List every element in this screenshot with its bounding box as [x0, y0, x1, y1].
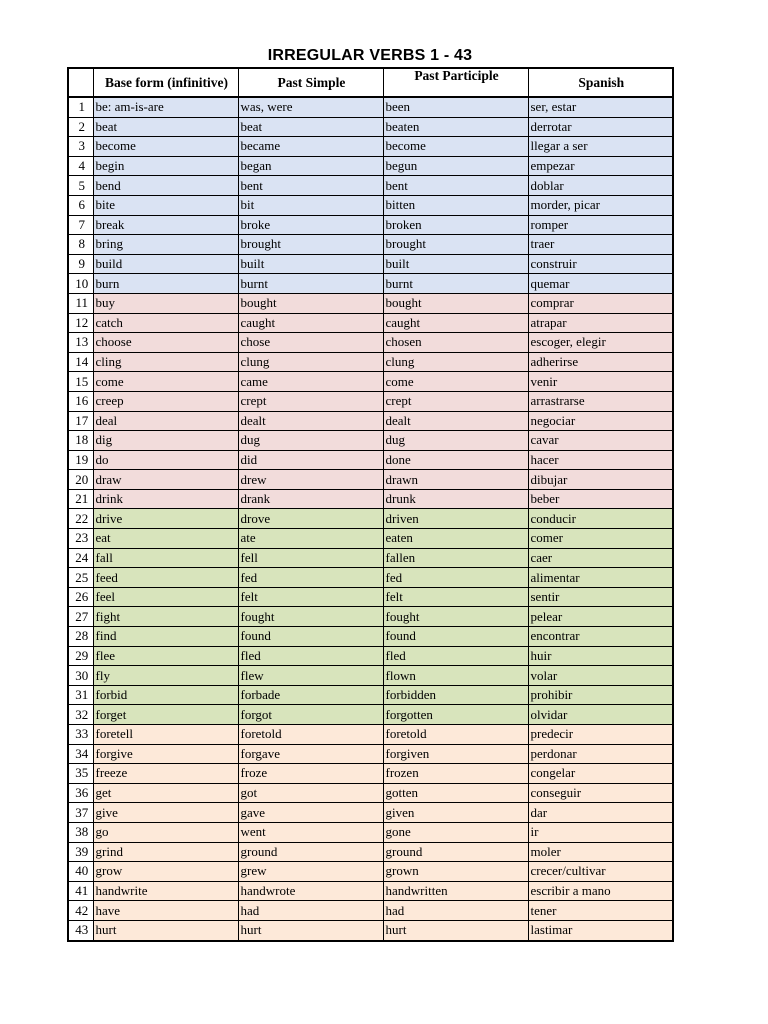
row-number: 22: [68, 509, 93, 529]
spanish-cell: venir: [528, 372, 673, 392]
past-simple-cell: foretold: [238, 725, 383, 745]
base-form-cell: forgive: [93, 744, 238, 764]
row-number: 35: [68, 764, 93, 784]
spanish-cell: dibujar: [528, 470, 673, 490]
past-participle-cell: drunk: [383, 489, 528, 509]
header-past-simple: Past Simple: [238, 68, 383, 97]
past-participle-cell: crept: [383, 391, 528, 411]
past-simple-cell: grew: [238, 862, 383, 882]
row-number: 24: [68, 548, 93, 568]
row-number: 19: [68, 450, 93, 470]
table-row: [68, 920, 673, 940]
row-number: 16: [68, 391, 93, 411]
row-number: 42: [68, 901, 93, 921]
table-row: [68, 881, 673, 901]
table-row: [68, 783, 673, 803]
past-participle-cell: fled: [383, 646, 528, 666]
header-base-form: Base form (infinitive): [93, 68, 238, 97]
table-row: [68, 803, 673, 823]
row-number: 14: [68, 352, 93, 372]
row-number: 7: [68, 215, 93, 235]
base-form-cell: begin: [93, 156, 238, 176]
past-simple-cell: did: [238, 450, 383, 470]
row-number: 40: [68, 862, 93, 882]
past-participle-cell: handwritten: [383, 881, 528, 901]
base-form-cell: forbid: [93, 685, 238, 705]
table-row: [68, 529, 673, 549]
table-row: [68, 411, 673, 431]
past-simple-cell: bought: [238, 293, 383, 313]
past-participle-cell: grown: [383, 862, 528, 882]
row-number: 10: [68, 274, 93, 294]
base-form-cell: fight: [93, 607, 238, 627]
spanish-cell: tener: [528, 901, 673, 921]
row-number: 23: [68, 529, 93, 549]
spanish-cell: sentir: [528, 587, 673, 607]
past-simple-cell: got: [238, 783, 383, 803]
base-form-cell: deal: [93, 411, 238, 431]
base-form-cell: buy: [93, 293, 238, 313]
base-form-cell: be: am-is-are: [93, 97, 238, 117]
base-form-cell: give: [93, 803, 238, 823]
past-simple-cell: came: [238, 372, 383, 392]
past-simple-cell: ground: [238, 842, 383, 862]
past-simple-cell: broke: [238, 215, 383, 235]
spanish-cell: derrotar: [528, 117, 673, 137]
past-simple-cell: fell: [238, 548, 383, 568]
row-number: 5: [68, 176, 93, 196]
irregular-verbs-table: [67, 67, 674, 942]
past-participle-cell: eaten: [383, 529, 528, 549]
base-form-cell: burn: [93, 274, 238, 294]
past-simple-cell: bit: [238, 195, 383, 215]
header-row: [68, 68, 673, 97]
base-form-cell: drink: [93, 489, 238, 509]
spanish-cell: arrastrarse: [528, 391, 673, 411]
past-participle-cell: foretold: [383, 725, 528, 745]
past-participle-cell: done: [383, 450, 528, 470]
past-simple-cell: was, were: [238, 97, 383, 117]
past-participle-cell: had: [383, 901, 528, 921]
spanish-cell: ser, estar: [528, 97, 673, 117]
past-participle-cell: driven: [383, 509, 528, 529]
base-form-cell: fall: [93, 548, 238, 568]
base-form-cell: choose: [93, 333, 238, 353]
base-form-cell: become: [93, 137, 238, 157]
spanish-cell: alimentar: [528, 568, 673, 588]
past-participle-cell: found: [383, 627, 528, 647]
row-number: 17: [68, 411, 93, 431]
table-row: [68, 235, 673, 255]
past-participle-cell: given: [383, 803, 528, 823]
table-row: [68, 372, 673, 392]
past-participle-cell: beaten: [383, 117, 528, 137]
row-number: 39: [68, 842, 93, 862]
past-participle-cell: come: [383, 372, 528, 392]
row-number: 15: [68, 372, 93, 392]
table-row: [68, 391, 673, 411]
row-number: 30: [68, 666, 93, 686]
spanish-cell: perdonar: [528, 744, 673, 764]
base-form-cell: beat: [93, 117, 238, 137]
spanish-cell: morder, picar: [528, 195, 673, 215]
base-form-cell: get: [93, 783, 238, 803]
base-form-cell: hurt: [93, 920, 238, 940]
spanish-cell: beber: [528, 489, 673, 509]
past-simple-cell: brought: [238, 235, 383, 255]
past-simple-cell: drew: [238, 470, 383, 490]
past-simple-cell: froze: [238, 764, 383, 784]
table-row: [68, 705, 673, 725]
table-row: [68, 607, 673, 627]
base-form-cell: grow: [93, 862, 238, 882]
base-form-cell: fly: [93, 666, 238, 686]
table-row: [68, 509, 673, 529]
base-form-cell: dig: [93, 431, 238, 451]
table-row: [68, 489, 673, 509]
spanish-cell: moler: [528, 842, 673, 862]
base-form-cell: have: [93, 901, 238, 921]
table-row: [68, 862, 673, 882]
table-row: [68, 431, 673, 451]
row-number: 25: [68, 568, 93, 588]
spanish-cell: encontrar: [528, 627, 673, 647]
past-participle-cell: caught: [383, 313, 528, 333]
table-row: [68, 333, 673, 353]
past-simple-cell: forgave: [238, 744, 383, 764]
table-row: [68, 666, 673, 686]
spanish-cell: congelar: [528, 764, 673, 784]
spanish-cell: empezar: [528, 156, 673, 176]
past-simple-cell: ate: [238, 529, 383, 549]
base-form-cell: eat: [93, 529, 238, 549]
row-number: 3: [68, 137, 93, 157]
past-simple-cell: dealt: [238, 411, 383, 431]
base-form-cell: flee: [93, 646, 238, 666]
spanish-cell: conseguir: [528, 783, 673, 803]
past-simple-cell: felt: [238, 587, 383, 607]
base-form-cell: bend: [93, 176, 238, 196]
table-row: [68, 293, 673, 313]
spanish-cell: lastimar: [528, 920, 673, 940]
past-simple-cell: found: [238, 627, 383, 647]
base-form-cell: feed: [93, 568, 238, 588]
base-form-cell: foretell: [93, 725, 238, 745]
table-row: [68, 470, 673, 490]
row-number: 12: [68, 313, 93, 333]
past-participle-cell: chosen: [383, 333, 528, 353]
table-row: [68, 822, 673, 842]
past-participle-cell: fed: [383, 568, 528, 588]
past-participle-cell: burnt: [383, 274, 528, 294]
row-number: 20: [68, 470, 93, 490]
spanish-cell: escribir a mano: [528, 881, 673, 901]
spanish-cell: prohibir: [528, 685, 673, 705]
table-row: [68, 254, 673, 274]
past-participle-cell: hurt: [383, 920, 528, 940]
past-participle-cell: felt: [383, 587, 528, 607]
spanish-cell: quemar: [528, 274, 673, 294]
row-number: 41: [68, 881, 93, 901]
table-row: [68, 587, 673, 607]
spanish-cell: hacer: [528, 450, 673, 470]
past-simple-cell: forbade: [238, 685, 383, 705]
base-form-cell: cling: [93, 352, 238, 372]
base-form-cell: do: [93, 450, 238, 470]
spanish-cell: cavar: [528, 431, 673, 451]
row-number: 34: [68, 744, 93, 764]
past-participle-cell: forgotten: [383, 705, 528, 725]
row-number: 32: [68, 705, 93, 725]
spanish-cell: ir: [528, 822, 673, 842]
row-number: 6: [68, 195, 93, 215]
row-number: 28: [68, 627, 93, 647]
row-number: 18: [68, 431, 93, 451]
past-simple-cell: caught: [238, 313, 383, 333]
base-form-cell: go: [93, 822, 238, 842]
base-form-cell: feel: [93, 587, 238, 607]
past-simple-cell: built: [238, 254, 383, 274]
table-row: [68, 548, 673, 568]
past-simple-cell: fought: [238, 607, 383, 627]
spanish-cell: olvidar: [528, 705, 673, 725]
past-participle-cell: gone: [383, 822, 528, 842]
past-participle-cell: dug: [383, 431, 528, 451]
table-row: [68, 352, 673, 372]
table-row: [68, 685, 673, 705]
past-simple-cell: hurt: [238, 920, 383, 940]
spanish-cell: traer: [528, 235, 673, 255]
past-participle-cell: become: [383, 137, 528, 157]
base-form-cell: forget: [93, 705, 238, 725]
row-number: 37: [68, 803, 93, 823]
row-number: 36: [68, 783, 93, 803]
past-participle-cell: fallen: [383, 548, 528, 568]
past-participle-cell: brought: [383, 235, 528, 255]
spanish-cell: conducir: [528, 509, 673, 529]
row-number: 31: [68, 685, 93, 705]
past-simple-cell: drove: [238, 509, 383, 529]
past-participle-cell: fought: [383, 607, 528, 627]
spanish-cell: volar: [528, 666, 673, 686]
table-row: [68, 215, 673, 235]
past-simple-cell: went: [238, 822, 383, 842]
row-number: 27: [68, 607, 93, 627]
base-form-cell: freeze: [93, 764, 238, 784]
past-simple-cell: fed: [238, 568, 383, 588]
spanish-cell: caer: [528, 548, 673, 568]
row-number: 38: [68, 822, 93, 842]
past-simple-cell: gave: [238, 803, 383, 823]
base-form-cell: bite: [93, 195, 238, 215]
past-participle-cell: bought: [383, 293, 528, 313]
header-past-participle: Past Participle: [383, 68, 528, 97]
header-spanish: Spanish: [528, 68, 673, 97]
spanish-cell: romper: [528, 215, 673, 235]
past-participle-cell: broken: [383, 215, 528, 235]
past-simple-cell: clung: [238, 352, 383, 372]
spanish-cell: comprar: [528, 293, 673, 313]
base-form-cell: find: [93, 627, 238, 647]
row-number: 4: [68, 156, 93, 176]
table-row: [68, 274, 673, 294]
table-row: [68, 156, 673, 176]
spanish-cell: construir: [528, 254, 673, 274]
past-participle-cell: built: [383, 254, 528, 274]
base-form-cell: grind: [93, 842, 238, 862]
past-simple-cell: chose: [238, 333, 383, 353]
spanish-cell: atrapar: [528, 313, 673, 333]
past-participle-cell: begun: [383, 156, 528, 176]
past-simple-cell: drank: [238, 489, 383, 509]
past-participle-cell: dealt: [383, 411, 528, 431]
spanish-cell: adherirse: [528, 352, 673, 372]
spanish-cell: dar: [528, 803, 673, 823]
table-row: [68, 176, 673, 196]
row-number: 1: [68, 97, 93, 117]
spanish-cell: pelear: [528, 607, 673, 627]
past-simple-cell: flew: [238, 666, 383, 686]
base-form-cell: build: [93, 254, 238, 274]
table-row: [68, 313, 673, 333]
page-title: IRREGULAR VERBS 1 - 43: [267, 47, 473, 64]
header-number: [68, 68, 93, 97]
spanish-cell: negociar: [528, 411, 673, 431]
past-simple-cell: bent: [238, 176, 383, 196]
table-row: [68, 137, 673, 157]
past-participle-cell: forgiven: [383, 744, 528, 764]
past-participle-cell: bent: [383, 176, 528, 196]
past-simple-cell: began: [238, 156, 383, 176]
past-participle-cell: bitten: [383, 195, 528, 215]
table-row: [68, 97, 673, 117]
base-form-cell: drive: [93, 509, 238, 529]
past-simple-cell: became: [238, 137, 383, 157]
past-participle-cell: flown: [383, 666, 528, 686]
spanish-cell: doblar: [528, 176, 673, 196]
base-form-cell: creep: [93, 391, 238, 411]
past-participle-cell: forbidden: [383, 685, 528, 705]
table-row: [68, 725, 673, 745]
past-participle-cell: drawn: [383, 470, 528, 490]
row-number: 29: [68, 646, 93, 666]
past-participle-cell: ground: [383, 842, 528, 862]
table-row: [68, 450, 673, 470]
spanish-cell: predecir: [528, 725, 673, 745]
past-participle-cell: been: [383, 97, 528, 117]
past-simple-cell: dug: [238, 431, 383, 451]
base-form-cell: come: [93, 372, 238, 392]
row-number: 33: [68, 725, 93, 745]
table-row: [68, 744, 673, 764]
past-participle-cell: clung: [383, 352, 528, 372]
table-row: [68, 195, 673, 215]
base-form-cell: bring: [93, 235, 238, 255]
spanish-cell: llegar a ser: [528, 137, 673, 157]
row-number: 9: [68, 254, 93, 274]
row-number: 11: [68, 293, 93, 313]
table-row: [68, 568, 673, 588]
row-number: 43: [68, 920, 93, 940]
base-form-cell: catch: [93, 313, 238, 333]
past-simple-cell: burnt: [238, 274, 383, 294]
row-number: 21: [68, 489, 93, 509]
row-number: 13: [68, 333, 93, 353]
table-row: [68, 646, 673, 666]
table-row: [68, 117, 673, 137]
past-participle-cell: frozen: [383, 764, 528, 784]
past-simple-cell: fled: [238, 646, 383, 666]
past-simple-cell: handwrote: [238, 881, 383, 901]
spanish-cell: crecer/cultivar: [528, 862, 673, 882]
past-simple-cell: beat: [238, 117, 383, 137]
past-simple-cell: crept: [238, 391, 383, 411]
spanish-cell: huir: [528, 646, 673, 666]
spanish-cell: escoger, elegir: [528, 333, 673, 353]
row-number: 8: [68, 235, 93, 255]
table-row: [68, 627, 673, 647]
base-form-cell: handwrite: [93, 881, 238, 901]
spanish-cell: comer: [528, 529, 673, 549]
table-body: [68, 97, 673, 941]
table-row: [68, 764, 673, 784]
row-number: 2: [68, 117, 93, 137]
past-participle-cell: gotten: [383, 783, 528, 803]
base-form-cell: break: [93, 215, 238, 235]
table-row: [68, 901, 673, 921]
past-simple-cell: forgot: [238, 705, 383, 725]
row-number: 26: [68, 587, 93, 607]
past-simple-cell: had: [238, 901, 383, 921]
table-row: [68, 842, 673, 862]
base-form-cell: draw: [93, 470, 238, 490]
